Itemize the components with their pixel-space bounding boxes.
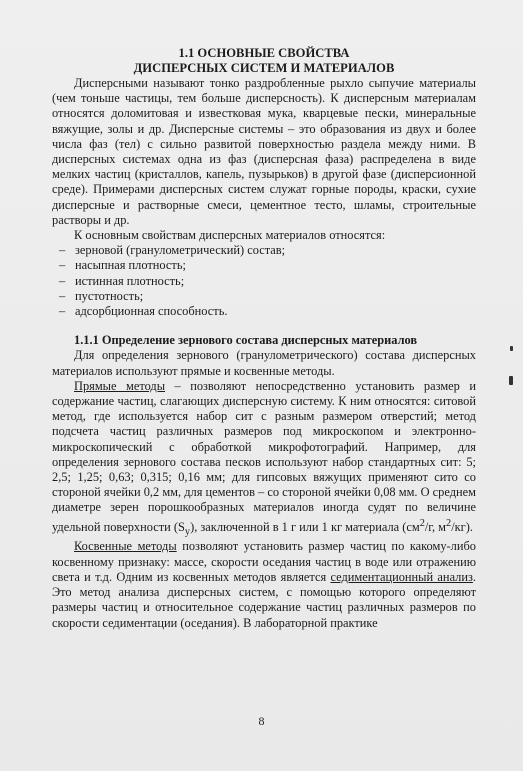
direct-methods-text-2: ), заключенной в 1 г или 1 кг материала (см xyxy=(190,519,420,534)
scan-speck xyxy=(510,346,513,351)
direct-methods-text-3: /г, м xyxy=(424,519,447,534)
indirect-methods-paragraph xyxy=(52,539,476,630)
direct-methods-paragraph xyxy=(52,379,476,540)
list-item-text: зерновой (гранулометрический) состав; xyxy=(75,243,286,258)
list-item-text: истинная плотность; xyxy=(75,273,185,288)
list-item-text: адсорбционная способность. xyxy=(75,304,228,319)
properties-lead-paragraph: К основным свойствам дисперсных материалов относятся: xyxy=(74,228,386,243)
list-item xyxy=(52,304,476,319)
properties-list xyxy=(52,243,476,319)
surface-subscript: у xyxy=(184,526,191,538)
dash-bullet: – xyxy=(59,258,66,273)
list-item xyxy=(52,274,476,289)
section-title xyxy=(52,46,476,76)
list-item xyxy=(52,243,476,258)
sedimentation-analysis-term: седиментационный анализ xyxy=(330,569,473,584)
direct-methods-text-1: – позволяют непосредственно установить размер и содержание частиц, слагающих дисперсную систему. К ним относятся: ситовой метод, где используется набор сит с разным размером отверстий; метод подсчета частиц различных размеров под микроскопом и электронно-микроскопический с обработкой микрофотографий. Например, для определения зернового состава песков используют набор стандартных сит: 5; 2,5; 1,25; 0,63; 0,315; 0,16 мм; для гипсовых вяжущих применяют сито со стороной ячейки 0,2 мм, для цементов – со стороной ячейки 0,08 мм. О среднем диаметре зерен порошкообразных материалов иногда судят по величине удельной поверхности (S xyxy=(52,378,476,534)
section-title-line-2: ДИСПЕРСНЫХ СИСТЕМ И МАТЕРИАЛОВ xyxy=(133,61,395,75)
page-number: 8 xyxy=(258,714,265,728)
unit-superscript: 2 xyxy=(446,517,452,529)
direct-methods-text-4: /кг). xyxy=(451,519,473,534)
direct-methods-term: Прямые методы xyxy=(74,378,166,393)
subsection-heading: 1.1.1 Определение зернового состава дисперсных материалов xyxy=(74,333,418,348)
methods-intro-paragraph: Для определения зернового (гранулометрического) состава дисперсных материалов используют прямые и косвенные методы. xyxy=(52,348,476,378)
dash-bullet: – xyxy=(59,288,66,303)
list-item-text: насыпная плотность; xyxy=(75,258,186,273)
unit-superscript: 2 xyxy=(419,517,425,529)
dash-bullet: – xyxy=(59,273,66,288)
indirect-methods-text-1: позволяют установить размер частиц по какому-либо косвенному признаку: массе, скорости оседания частиц в воде или отражению света и т.д. Одним из косвенных методов является xyxy=(52,539,476,584)
indirect-methods-term: Косвенные методы xyxy=(74,539,177,554)
dash-bullet: – xyxy=(59,243,66,258)
page-content xyxy=(52,46,476,631)
section-title-line-1: 1.1 ОСНОВНЫЕ СВОЙСТВА xyxy=(178,46,350,60)
list-item xyxy=(52,258,476,273)
indirect-methods-text-2: . Это метод анализа дисперсных систем, с помощью которого определяют размеры частиц и относительное содержание частиц различных размеров по скорости седиментации (оседания). В лабораторной практике xyxy=(52,569,476,630)
dash-bullet: – xyxy=(59,304,66,319)
scan-speck xyxy=(509,376,513,385)
list-item-text: пустотность; xyxy=(75,288,144,303)
list-item xyxy=(52,289,476,304)
intro-paragraph: Дисперсными называют тонко раздробленные рыхло сыпучие материалы (чем тоньше частицы, тем больше дисперсность). К дисперсным материалам относятся доломитовая и известковая мука, кварцевые пески, минеральные вяжущие, золы и др. Дисперсные системы – это образования из двух и более числа фаз (тел) с сильно развитой поверхностью раздела между ними. В дисперсных системах одна из фаз (дисперсная фаза) распределена в виде мелких частиц (кристаллов, капель, пузырьков) в другой фазе (дисперсионной среде). Примерами дисперсных систем служат горные породы, краски, сухие дисперсные и растворные смеси, цементное тесто, шламы, строительные растворы и др. xyxy=(52,76,476,227)
